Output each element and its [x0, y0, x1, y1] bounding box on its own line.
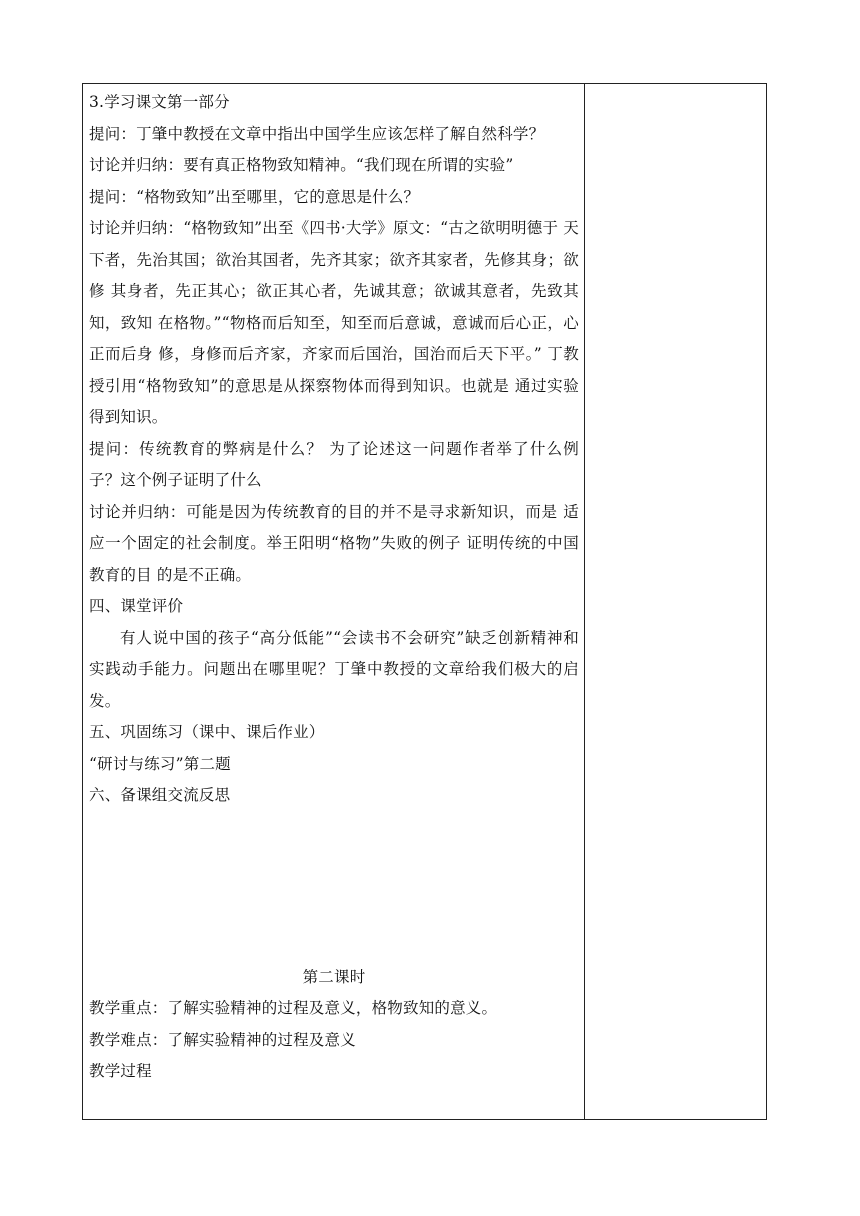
lesson-2-focus: 教学重点：了解实验精神的过程及意义，格物致知的意义。 — [89, 999, 498, 1017]
lesson-2-difficulty: 教学难点：了解实验精神的过程及意义 — [89, 1030, 356, 1049]
section-6-heading: 六、备课组交流反思 — [89, 786, 231, 804]
lesson-2-process: 教学过程 — [89, 1062, 152, 1080]
question-1: 提问：丁肇中教授在文章中指出中国学生应该怎样了解自然科学？ — [89, 124, 545, 143]
answer-2: 讨论并归纳：“格物致知”出至《四书·大学》原文：“古之欲明明德于 天下者，先治其国；欲治其国者，先齐其家；欲齐其家者，先修其身；欲修 其身者，先正其心；欲正其心者，先诚其意；欲诚其意者，先致其知，致知 在格物。”“物格而后知至，知至而后意诚，意诚而后心正，心正而后身 修，身修而后齐家，齐家而后国治，国治而后天下平。” 丁教授引用“格物致知”的意思是从探察物体而得到知识。也就是 通过实验得到知识。 — [89, 219, 579, 426]
section-5-heading: 五、巩固练习（课中、课后作业） — [89, 723, 325, 741]
answer-1: 讨论并归纳：要有真正格物致知精神。“我们现在所谓的实验” — [89, 156, 514, 174]
blank-space — [89, 812, 579, 962]
question-3: 提问：传统教育的弊病是什么？ 为了论述这一问题作者举了什么例子？这个例子证明了什么 — [89, 439, 579, 489]
main-content-cell — [89, 87, 579, 1088]
answer-3: 讨论并归纳：可能是因为传统教育的目的并不是寻求新知识，而是 适应一个固定的社会制度。举王阳明“格物”失败的例子 证明传统的中国教育的目 的是不正确。 — [89, 502, 579, 584]
section-4-heading: 四、课堂评价 — [89, 597, 184, 615]
section-5-body: “研讨与练习”第二题 — [89, 754, 231, 773]
section-title: 3.学习课文第一部分 — [89, 93, 230, 111]
question-2: 提问：“格物致知”出至哪里，它的意思是什么？ — [89, 187, 420, 206]
section-4-body: 有人说中国的孩子“高分低能”“会读书不会研究”缺乏创新精神和 实践动手能力。问题出在哪里呢？丁肇中教授的文章给我们极大的启发。 — [89, 628, 579, 710]
column-divider — [584, 83, 585, 1120]
lesson-2-title: 第二课时 — [302, 967, 366, 986]
